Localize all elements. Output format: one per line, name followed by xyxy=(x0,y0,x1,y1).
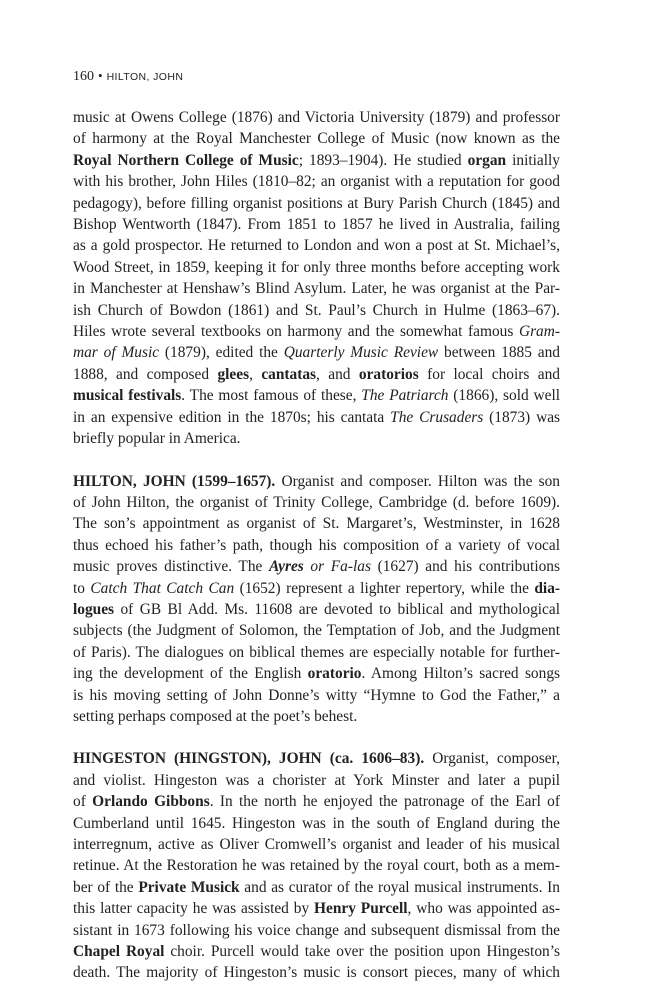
text-line xyxy=(73,471,560,492)
text-run: , and xyxy=(316,365,359,383)
running-head-title: HILTON, JOHN xyxy=(106,71,184,83)
cross-reference: logues xyxy=(73,600,115,618)
text-run: (1879), edited the xyxy=(159,344,284,362)
text-run: ber of the xyxy=(73,878,139,896)
cross-reference: oratorios xyxy=(358,365,419,383)
entry-headword: HINGESTON (HINGSTON), JOHN (ca. 1606–83). xyxy=(73,750,425,768)
text-run: this latter capacity he was assisted by xyxy=(73,900,315,918)
text-run: for local choirs and xyxy=(418,365,560,383)
cross-reference: Henry Purcell xyxy=(314,900,408,918)
text-line: Wood Street, in 1859, keeping it for only three months before accepting work xyxy=(73,258,560,276)
entry-headword: HILTON, JOHN (1599–1657). xyxy=(73,472,276,490)
cross-reference: oratorio xyxy=(307,665,362,683)
text-line: as a gold prospector. He returned to London and won a post at St. Michael’s, xyxy=(73,237,560,255)
text-run: of GB Bl Add. Ms. 11608 are devoted to biblical and mythological xyxy=(114,600,560,618)
work-title: or Fa-las xyxy=(303,558,371,576)
bullet-separator: • xyxy=(98,68,103,83)
text-line xyxy=(73,342,560,363)
text-line: death. The majority of Hingeston’s music is consort pieces, many of which xyxy=(73,964,560,982)
text-run: (1866), sold well xyxy=(448,387,560,405)
text-line xyxy=(73,663,560,684)
text-run: (1873) was xyxy=(483,408,561,426)
text-line xyxy=(73,941,560,962)
cross-reference: Chapel Royal xyxy=(73,943,165,961)
text-line: of Paris). The dialogues on biblical themes are especially notable for further- xyxy=(73,643,560,661)
text-line: music at Owens College (1876) and Victoria University (1879) and professor xyxy=(73,109,560,126)
text-run: Organist and composer. Hilton was the son xyxy=(275,472,560,490)
text-line xyxy=(73,407,560,428)
text-line: The son’s appointment as organist of St. Margaret’s, Westminster, in 1628 xyxy=(73,515,560,533)
text-line: Bishop Wentworth (1847). From 1851 to 1857 he lived in Australia, failing xyxy=(73,216,560,234)
work-title: The Patriarch xyxy=(361,387,449,405)
text-line xyxy=(73,748,560,769)
text-run: Hiles wrote several textbooks on harmony and the somewhat famous xyxy=(73,323,519,341)
cross-reference: cantatas xyxy=(261,365,317,383)
text-line xyxy=(73,150,560,171)
cross-reference: musical festivals xyxy=(73,387,182,405)
text-line xyxy=(73,385,560,406)
text-line: interregnum, active as Oliver Cromwell’s organist and leader of his musical xyxy=(73,836,560,853)
text-line xyxy=(73,578,560,599)
work-title: Catch That Catch Can xyxy=(90,579,235,597)
cross-reference: Private Musick xyxy=(138,878,240,896)
work-title: The Crusaders xyxy=(390,408,484,426)
text-line xyxy=(73,791,560,812)
text-run: (1627) and his contributions xyxy=(370,558,560,576)
work-title: mar of Music xyxy=(73,344,160,362)
text-run: choir. Purcell would take over the position upon Hingeston’s xyxy=(164,943,560,961)
text-line: retinue. At the Restoration he was retained by the royal court, both as a mem- xyxy=(73,857,560,875)
cross-reference: Orlando Gibbons xyxy=(92,793,210,811)
text-line xyxy=(73,364,560,385)
text-line xyxy=(73,898,560,919)
entry-hilton-john xyxy=(73,471,560,728)
work-title: Quarterly Music Review xyxy=(283,344,439,362)
text-line: of harmony at the Royal Manchester College of Music (now known as the xyxy=(73,130,560,148)
text-run: . In the north he enjoyed the patronage of the Earl of xyxy=(209,793,561,811)
page-number: 160 xyxy=(73,69,94,84)
text-run: ing the development of the English xyxy=(73,665,308,683)
text-line xyxy=(73,321,560,342)
text-run: . The most famous of these, xyxy=(181,387,362,405)
paragraph-continued xyxy=(73,107,560,450)
cross-reference: Royal Northern College of Music xyxy=(73,151,299,169)
text-line: with his brother, John Hiles (1810–82; an organist with a reputation for good xyxy=(73,173,560,191)
text-run: in an expensive edition in the 1870s; his cantata xyxy=(73,408,391,426)
text-line: sistant in 1673 following his voice change and subsequent dismissal from the xyxy=(73,921,560,939)
text-line: pedagogy), before filling organist positions at Bury Parish Church (1845) and xyxy=(73,194,560,212)
work-title: Gram- xyxy=(518,323,560,341)
text-run: of xyxy=(73,793,93,811)
text-run: 1888, and composed xyxy=(73,365,218,383)
cross-reference: dia- xyxy=(534,579,561,597)
book-page xyxy=(73,68,560,984)
text-run: initially xyxy=(506,151,560,169)
cross-reference: glees xyxy=(217,365,250,383)
text-line xyxy=(73,599,560,620)
text-line xyxy=(73,877,560,898)
text-run: music proves distinctive. The xyxy=(73,558,270,576)
text-run: Organist, composer, xyxy=(424,750,560,768)
text-line: Cumberland until 1645. Hingeston was in the south of England during the xyxy=(73,814,560,832)
text-line: in Manchester at Henshaw’s Blind Asylum. Later, he was organist at the Par- xyxy=(73,280,560,298)
text-run: , xyxy=(249,365,262,383)
text-run: and as curator of the royal musical instruments. In xyxy=(239,878,560,896)
text-line: ish Church of Bowdon (1861) and St. Paul’s Church in Hulme (1863–67). xyxy=(73,301,560,319)
text-line xyxy=(73,556,560,577)
text-run: (1652) represent a lighter repertory, while the xyxy=(234,579,535,597)
text-line: of John Hilton, the organist of Trinity College, Cambridge (d. before 1609). xyxy=(73,493,560,511)
text-run: , who was appointed as- xyxy=(407,900,560,918)
text-run: ; 1893–1904). He studied xyxy=(298,151,468,169)
text-line: and violist. Hingeston was a chorister at York Minster and later a pupil xyxy=(73,771,560,789)
text-run: between 1885 and xyxy=(438,344,560,362)
text-line: subjects (the Judgment of Solomon, the Temptation of Job, and the Judgment xyxy=(73,622,560,640)
text-line: thus echoed his father’s path, though his composition of a variety of vocal xyxy=(73,536,560,554)
text-line: is his moving setting of John Donne’s witty “Hymne to God the Father,” a xyxy=(73,686,560,704)
text-line: setting perhaps composed at the poet’s behest. xyxy=(73,707,358,725)
running-head xyxy=(73,68,560,85)
text-run: to xyxy=(73,579,91,597)
text-line: briefly popular in America. xyxy=(73,430,241,448)
cross-reference: organ xyxy=(467,151,507,169)
work-title-cross-reference: Ayres xyxy=(269,558,304,576)
text-run: . Among Hilton’s sacred songs xyxy=(361,665,561,683)
entry-hingeston-john xyxy=(73,748,560,983)
